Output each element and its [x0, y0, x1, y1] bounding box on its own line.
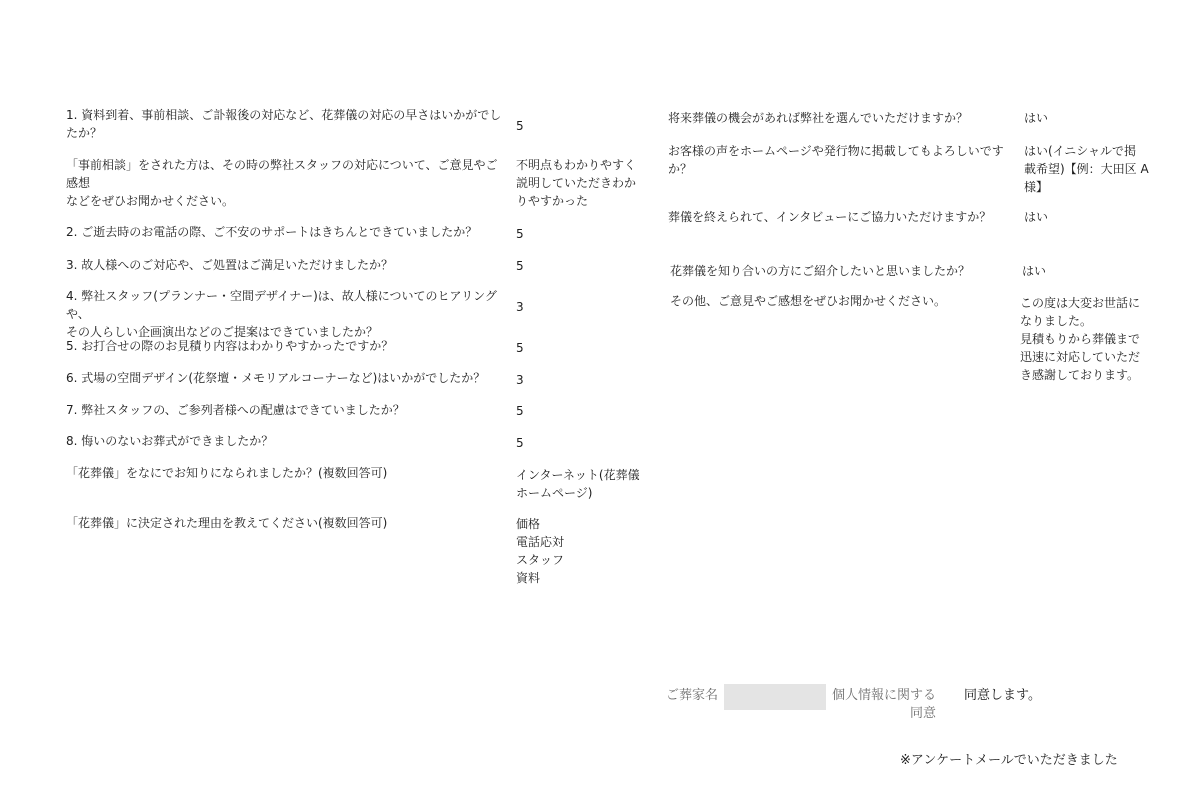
question-future: 将来葬儀の機会があれば弊社を選んでいただけますか？: [668, 111, 969, 125]
question-8: 8. 悔いのないお葬式ができましたか？: [66, 434, 274, 448]
answer-source: インターネット(花葬儀 ホームページ): [516, 468, 640, 500]
family-name-redacted-field: [724, 684, 826, 710]
question-reason: 「花葬儀」に決定された理由を教えてください(複数回答可): [66, 516, 388, 530]
source-note: ※アンケートメールでいただきました: [900, 753, 1118, 768]
answer-referral: はい: [1022, 264, 1047, 278]
question-7: 7. 弊社スタッフの、ご参列者様への配慮はできていましたか？: [66, 403, 405, 417]
question-6: 6. 式場の空間デザイン(花祭壇・メモリアルコーナーなど)はいかがでしたか？: [66, 371, 486, 385]
question-3: 3. 故人様へのご対応や、ご処置はご満足いただけましたか？: [66, 258, 394, 272]
answer-reason: 価格 電話応対 スタッフ 資料: [516, 517, 565, 585]
answer-comments: この度は大変お世話に なりました。 見積もりから葬儀まで 迅速に対応していただ き感謝しております。: [1020, 296, 1141, 382]
question-5: 5. お打合せの際のお見積り内容はわかりやすかったですか？: [66, 339, 394, 353]
privacy-consent-label-line2: 同意: [910, 706, 937, 721]
question-referral: 花葬儀を知り合いの方にご紹介したいと思いましたか？: [670, 264, 971, 278]
question-4: 4. 弊社スタッフ(プランナー・空間デザイナー)は、故人様についてのヒアリングや、 その人らしい企画演出などのご提案はできていましたか？: [66, 289, 497, 339]
privacy-consent-label-line1: 個人情報に関する: [832, 688, 937, 703]
answer-3: 5: [516, 259, 524, 273]
question-comments: その他、ご意見やご感想をぜひお聞かせください。: [670, 294, 947, 308]
question-publish: お客様の声をホームページや発行物に掲載してもよろしいですか？: [668, 144, 1004, 176]
answer-interview: はい: [1024, 210, 1049, 224]
question-1: 1. 資料到着、事前相談、ご訃報後の対応など、花葬儀の対応の早さはいかがでし たか？: [66, 108, 502, 140]
answer-4: 3: [516, 300, 524, 314]
answer-8: 5: [516, 436, 524, 450]
answer-7: 5: [516, 404, 524, 418]
answer-2: 5: [516, 227, 524, 241]
answer-publish: はい(イニシャルで掲 載希望)【例：大田区 A 様】: [1024, 144, 1149, 194]
question-interview: 葬儀を終えられて、インタビューにご協力いただけますか？: [668, 210, 992, 224]
family-name-label: ご葬家名: [666, 688, 719, 703]
question-2: 2. ご逝去時のお電話の際、ご不安のサポートはきちんとできていましたか？: [66, 225, 478, 239]
privacy-consent-value: 同意します。: [964, 688, 1041, 703]
answer-5: 5: [516, 341, 524, 355]
question-consultation: 「事前相談」をされた方は、その時の弊社スタッフの対応について、ご意見やご感想 などをぜひお聞かせください。: [66, 158, 498, 208]
question-source: 「花葬儀」をなにでお知りになられましたか？(複数回答可): [66, 466, 388, 480]
answer-1: 5: [516, 119, 524, 133]
answer-future: はい: [1024, 111, 1049, 125]
answer-consultation: 不明点もわかりやすく 説明していただきわか りやすかった: [516, 158, 637, 208]
answer-6: 3: [516, 373, 524, 387]
